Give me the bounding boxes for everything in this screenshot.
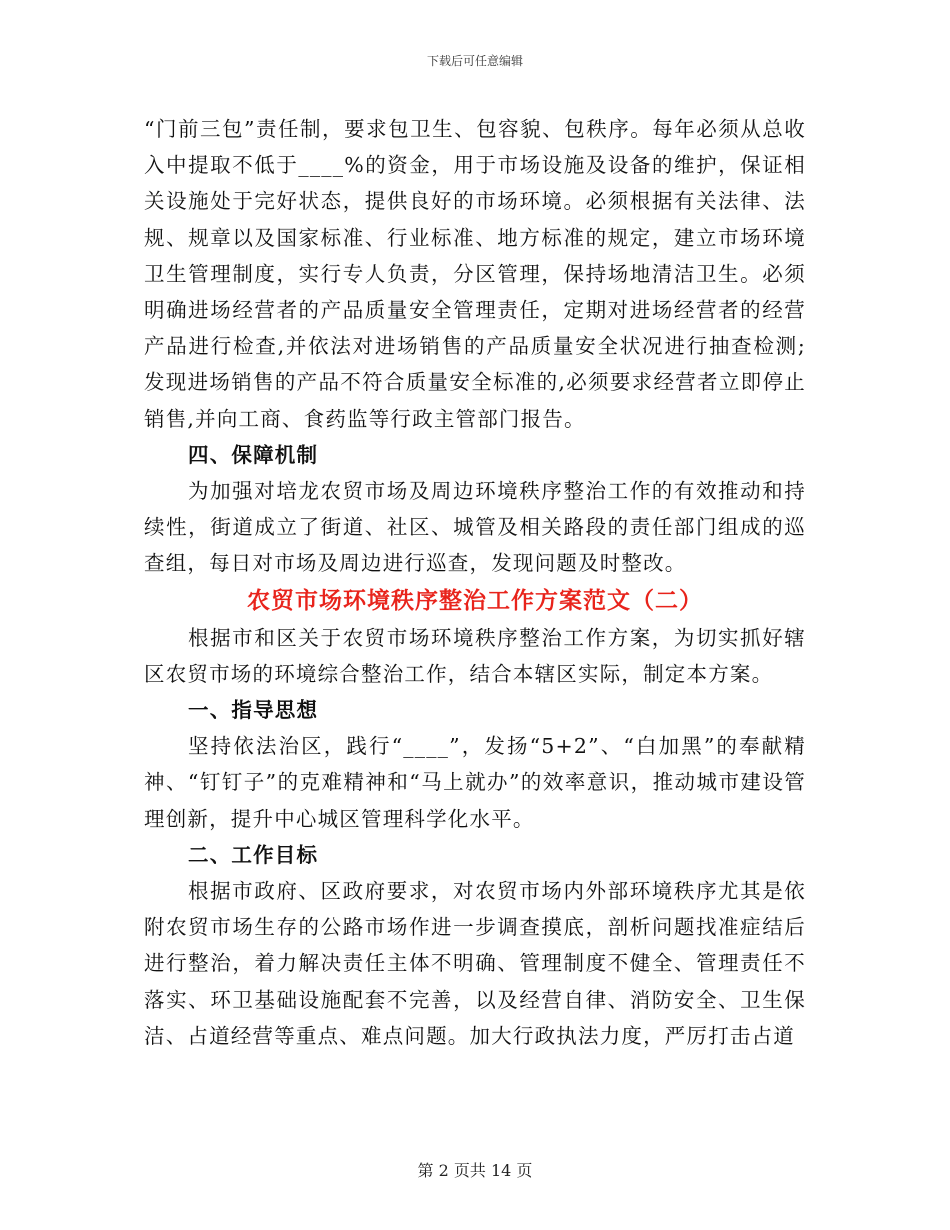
document-body [144,111,806,1054]
heading-guiding-ideology: 一、指导思想 [188,698,319,723]
page-header: 下载后可任意编辑 [426,54,523,68]
paragraph-guiding-ideology: 坚持依法治区，践行“____”，发扬“5+2”、“白加黑”的奉献精神、“钉钉子”的克难精神和“马上就办”的效率意识，推动城市建设管理创新，提升中心城区管理科学化水平。 [144,734,806,831]
paragraph-safeguard-mechanism: 为加强对培龙农贸市场及周边环境秩序整治工作的有效推动和持续性，街道成立了街道、社区、城管及相关路段的责任部门组成的巡查组，每日对市场及周边进行巡查，发现问题及时整改。 [144,479,806,576]
paragraph-work-goals: 根据市政府、区政府要求，对农贸市场内外部环境秩序尤其是依附农贸市场生存的公路市场作进一步调查摸底，剖析问题找准症结后进行整治，着力解决责任主体不明确、管理制度不健全、管理责任不落实、环卫基础设施配套不完善，以及经营自律、消防安全、卫生保洁、占道经营等重点、难点问题。加大行政执法力度，严厉打击占道 [144,879,806,1048]
heading-safeguard-mechanism: 四、保障机制 [188,442,319,467]
section-title: 农贸市场环境秩序整治工作方案范文（二） [247,586,703,614]
page-footer: 第 2 页共 14 页 [417,1161,533,1180]
paragraph-intro: 根据市和区关于农贸市场环境秩序整治工作方案，为切实抓好辖区农贸市场的环境综合整治工作，结合本辖区实际，制定本方案。 [144,625,806,686]
heading-work-goals: 二、工作目标 [188,842,319,867]
paragraph-continued: “门前三包”责任制，要求包卫生、包容貌、包秩序。每年必须从总收入中提取不低于____%的资金，用于市场设施及设备的维护，保证相关设施处于完好状态，提供良好的市场环境。必须根据有关法律、法规、规章以及国家标准、行业标准、地方标准的规定，建立市场环境卫生管理制度，实行专人负责，分区管理，保持场地清洁卫生。必须明确进场经营者的产品质量安全管理责任，定期对进场经营者的经营产品进行检查,并依法对进场销售的产品质量安全状况进行抽查检测;发现进场销售的产品不符合质量安全标准的,必须要求经营者立即停止销售,并向工商、食药监等行政主管部门报告。 [144,117,806,431]
